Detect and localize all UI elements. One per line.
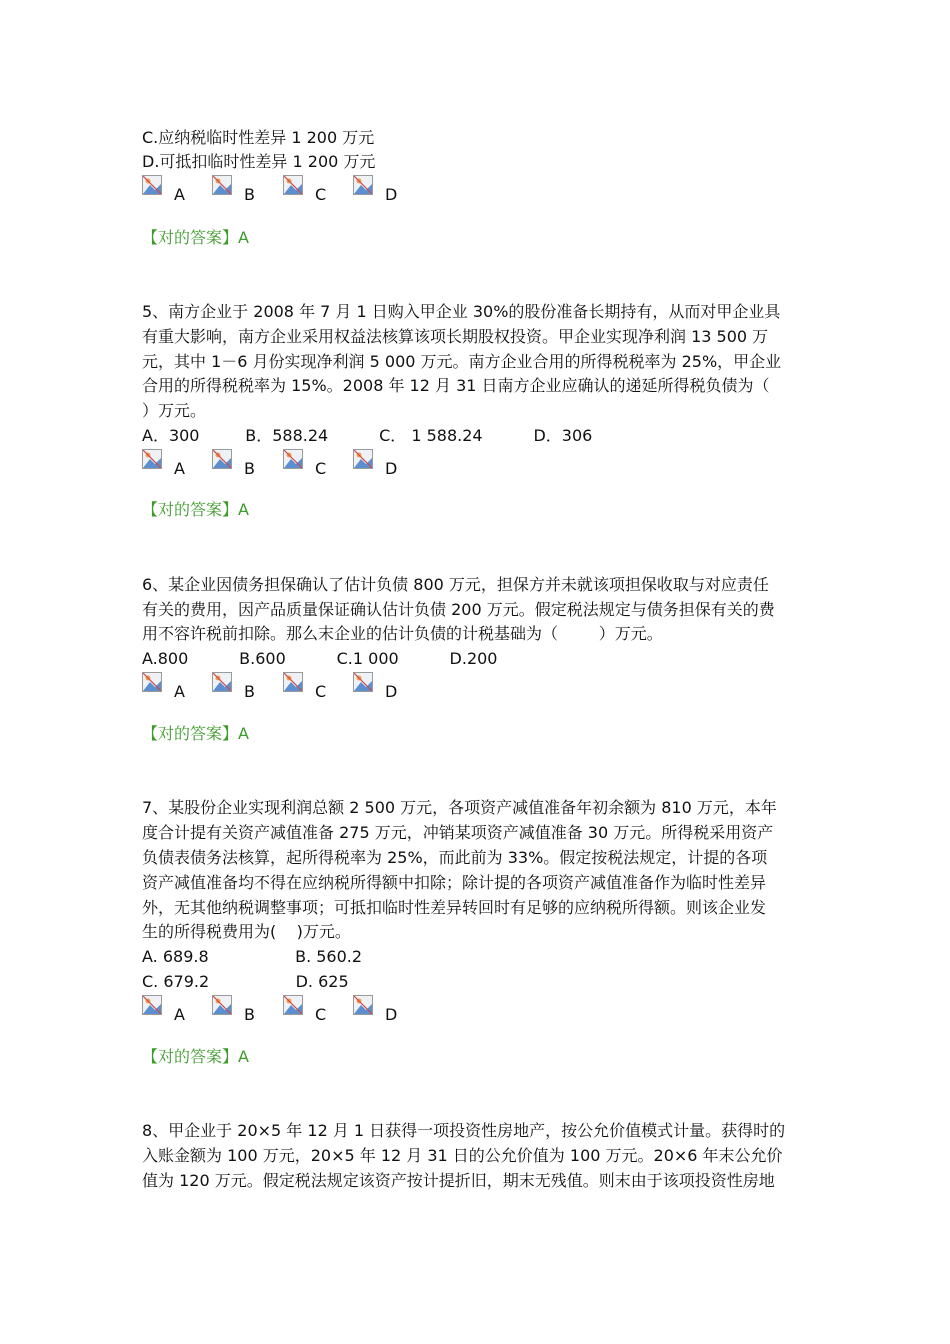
answer-option-label: B <box>244 1005 255 1024</box>
answer-option-b[interactable] <box>212 449 272 479</box>
answer-option-label: D <box>385 1005 398 1024</box>
q8-text-line: 8、甲企业于 20×5 年 12 月 1 日获得一项投资性房地产，按公允价值模式计量。获得时的 <box>142 1121 786 1140</box>
answer-option-label: C <box>315 459 327 478</box>
broken-image-icon <box>353 175 373 195</box>
answer-option-label: A <box>174 185 185 204</box>
q6-text-line: 6、某企业因债务担保确认了估计负债 800 万元，担保方并未就该项担保收取与对应责任 <box>142 575 769 594</box>
q5-text-line: 有重大影响，南方企业采用权益法核算该项长期股权投资。甲企业实现净利润 13 500 万 <box>142 327 769 346</box>
broken-image-icon <box>283 672 303 692</box>
broken-image-icon <box>283 175 303 195</box>
answer-option-label: B <box>244 459 255 478</box>
broken-image-icon <box>142 175 162 195</box>
answer-option-a[interactable] <box>142 175 202 205</box>
q7-text-line: 7、某股份企业实现利润总额 2 500 万元，各项资产减值准备年初余额为 810 万元，本年 <box>142 798 777 817</box>
answer-option-a[interactable] <box>142 672 202 702</box>
q4-answer-choices <box>142 175 542 205</box>
answer-option-d[interactable] <box>353 175 413 205</box>
broken-image-icon <box>142 449 162 469</box>
answer-option-label: D <box>385 682 398 701</box>
broken-image-icon <box>142 672 162 692</box>
q7-text-line: 度合计提有关资产减值准备 275 万元，冲销某项资产减值准备 30 万元。所得税采用资产 <box>142 823 774 842</box>
answer-option-d[interactable] <box>353 995 413 1025</box>
answer-option-c[interactable] <box>283 672 343 702</box>
answer-option-c[interactable] <box>283 175 343 205</box>
answer-option-label: A <box>174 682 185 701</box>
answer-option-label: C <box>315 1005 327 1024</box>
answer-option-label: A <box>174 459 185 478</box>
answer-option-c[interactable] <box>283 449 343 479</box>
answer-option-label: D <box>385 185 398 204</box>
broken-image-icon <box>283 449 303 469</box>
broken-image-icon <box>142 995 162 1015</box>
answer-option-d[interactable] <box>353 449 413 479</box>
answer-option-b[interactable] <box>212 672 272 702</box>
q6-text-line: 有关的费用，因产品质量保证确认估计负债 200 万元。假定税法规定与债务担保有关的费 <box>142 600 775 619</box>
q5-text-line: 合用的所得税税率为 15%。2008 年 12 月 31 日南方企业应确认的递延所得税负债为（ <box>142 376 770 395</box>
broken-image-icon <box>353 995 373 1015</box>
q4-option-d: D.可抵扣临时性差异 1 200 万元 <box>142 152 376 171</box>
broken-image-icon <box>212 672 232 692</box>
q7-correct-answer: 【对的答案】A <box>142 1047 249 1066</box>
q7-text-line: 资产减值准备均不得在应纳税所得额中扣除；除计提的各项资产减值准备作为临时性差异 <box>142 873 767 892</box>
q6-options: A.800 B.600 C.1 000 D.200 <box>142 649 498 668</box>
broken-image-icon <box>353 449 373 469</box>
broken-image-icon <box>283 995 303 1015</box>
q5-correct-answer: 【对的答案】A <box>142 500 249 519</box>
answer-option-label: A <box>174 1005 185 1024</box>
answer-option-b[interactable] <box>212 995 272 1025</box>
answer-option-a[interactable] <box>142 449 202 479</box>
q6-correct-answer: 【对的答案】A <box>142 724 249 743</box>
broken-image-icon <box>212 449 232 469</box>
answer-option-label: B <box>244 185 255 204</box>
q7-text-line: 生的所得税费用为( )万元。 <box>142 922 351 941</box>
q4-correct-answer: 【对的答案】A <box>142 228 249 247</box>
answer-option-d[interactable] <box>353 672 413 702</box>
answer-option-c[interactable] <box>283 995 343 1025</box>
q5-text-line: 5、南方企业于 2008 年 7 月 1 日购入甲企业 30%的股份准备长期持有，从而对甲企业具 <box>142 302 781 321</box>
q6-text-line: 用不容许税前扣除。那么末企业的估计负债的计税基础为（ ）万元。 <box>142 624 663 643</box>
q7-text-line: 负债表债务法核算，起所得税率为 25%，而此前为 33%。假定按税法规定，计提的各项 <box>142 848 768 867</box>
q7-text-line: 外，无其他纳税调整事项；可抵扣临时性差异转回时有足够的应纳税所得额。则该企业发 <box>142 898 767 917</box>
q5-text-line: 元，其中 1－6 月份实现净利润 5 000 万元。南方企业合用的所得税税率为 25%，甲企业 <box>142 352 782 371</box>
q7-answer-choices <box>142 995 542 1025</box>
answer-option-label: B <box>244 682 255 701</box>
answer-option-b[interactable] <box>212 175 272 205</box>
q4-option-c: C.应纳税临时性差异 1 200 万元 <box>142 128 375 147</box>
answer-option-label: C <box>315 185 327 204</box>
answer-option-label: C <box>315 682 327 701</box>
broken-image-icon <box>212 995 232 1015</box>
broken-image-icon <box>212 175 232 195</box>
answer-option-label: D <box>385 459 398 478</box>
q5-answer-choices <box>142 449 542 479</box>
q5-text-line: ）万元。 <box>142 401 207 420</box>
q6-answer-choices <box>142 672 542 702</box>
q7-options-ab: A. 689.8 B. 560.2 <box>142 947 363 966</box>
q8-text-line: 入账金额为 100 万元，20×5 年 12 月 31 日的公允价值为 100 万元。20×6 年末公允价 <box>142 1146 783 1165</box>
q7-options-cd: C. 679.2 D. 625 <box>142 972 349 991</box>
broken-image-icon <box>353 672 373 692</box>
q5-options: A．300 B．588.24 C． 1 588.24 D．306 <box>142 426 593 445</box>
q8-text-line: 值为 120 万元。假定税法规定该资产按计提折旧，期末无残值。则末由于该项投资性房地 <box>142 1171 775 1190</box>
answer-option-a[interactable] <box>142 995 202 1025</box>
